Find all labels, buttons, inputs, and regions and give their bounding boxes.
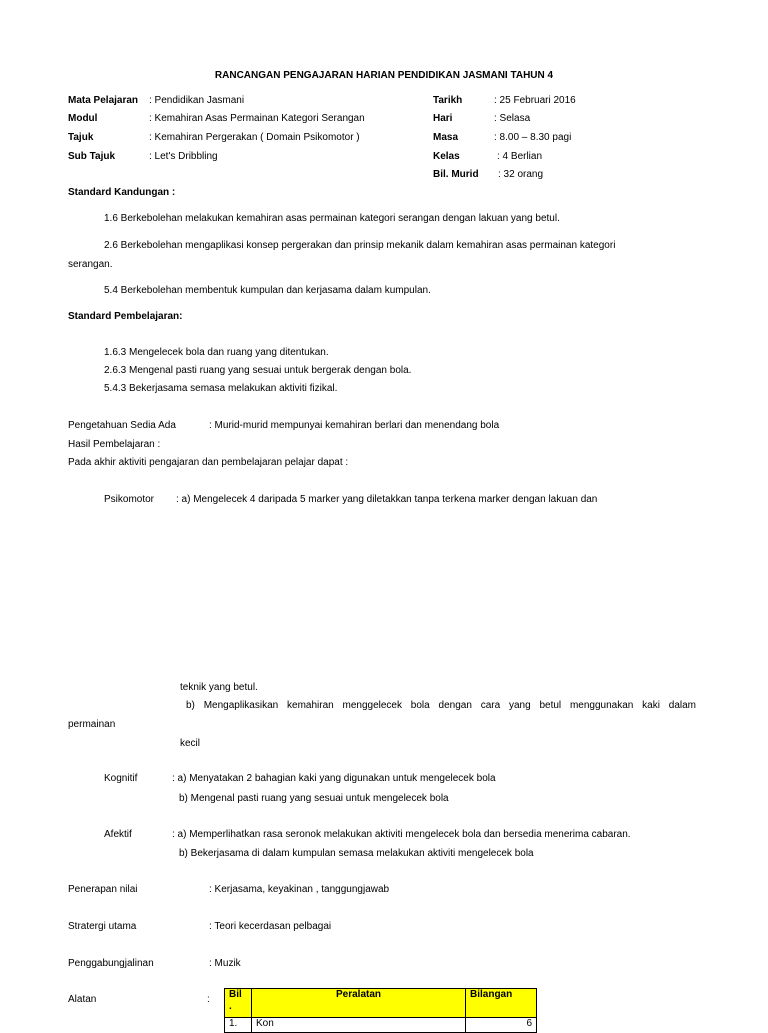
psikomotor-item-a-cont: teknik yang betul. bbox=[180, 682, 258, 693]
standard-kandungan-item-2: 2.6 Berkebolehan mengaplikasi konsep pergerakan dan prinsip mekanik dalam kemahiran asas permainan kategori bbox=[104, 240, 616, 251]
standard-pembelajaran-item-3: 5.4.3 Bekerjasama semasa melakukan aktiviti fizikal. bbox=[104, 383, 338, 394]
info-value-tajuk: : Kemahiran Pergerakan ( Domain Psikomotor ) bbox=[149, 132, 360, 143]
penggabungjalinan-label: Penggabungjalinan bbox=[68, 958, 154, 969]
alatan-header-bilangan: Bilangan bbox=[466, 989, 537, 1018]
info-value-bil-murid: : 32 orang bbox=[498, 169, 544, 180]
alatan-table bbox=[224, 988, 537, 1033]
standard-kandungan-item-1: 1.6 Berkebolehan melakukan kemahiran asas permainan kategori serangan dengan lakuan yang betul. bbox=[104, 213, 560, 224]
pengetahuan-label: Pengetahuan Sedia Ada bbox=[68, 420, 176, 431]
hasil-pembelajaran-label: Hasil Pembelajaran : bbox=[68, 439, 161, 450]
alatan-cell-bil: 1. bbox=[225, 1018, 252, 1033]
kognitif-label: Kognitif bbox=[104, 773, 138, 784]
alatan-header-peralatan: Peralatan bbox=[252, 989, 466, 1018]
standard-pembelajaran-item-1: 1.6.3 Mengelecek bola dan ruang yang ditentukan. bbox=[104, 347, 329, 358]
psikomotor-item-b-cont-2: kecil bbox=[180, 738, 201, 749]
afektif-label: Afektif bbox=[104, 829, 132, 840]
pengetahuan-value: : Murid-murid mempunyai kemahiran berlari dan menendang bola bbox=[209, 420, 500, 431]
alatan-label: Alatan bbox=[68, 994, 97, 1005]
alatan-table-header bbox=[225, 989, 537, 1018]
info-value-modul: : Kemahiran Asas Permainan Kategori Serangan bbox=[149, 113, 365, 124]
info-value-mata-pelajaran: : Pendidikan Jasmani bbox=[149, 95, 245, 106]
psikomotor-item-b: b) Mengaplikasikan kemahiran menggelecek bola dengan cara yang betul menggunakan kaki dalam bbox=[186, 700, 696, 711]
standard-kandungan-item-2-cont: serangan. bbox=[68, 259, 113, 270]
info-label-tarikh: Tarikh bbox=[433, 95, 463, 106]
alatan-header-bil: Bil . bbox=[225, 989, 252, 1018]
psikomotor-item-a: : a) Mengelecek 4 daripada 5 marker yang diletakkan tanpa terkena marker dengan lakuan dan bbox=[176, 494, 598, 505]
info-value-kelas: : 4 Berlian bbox=[497, 151, 543, 162]
info-label-bil-murid: Bil. Murid bbox=[433, 169, 479, 180]
info-value-hari: : Selasa bbox=[494, 113, 531, 124]
info-value-masa: : 8.00 – 8.30 pagi bbox=[494, 132, 572, 143]
psikomotor-item-b-cont-1: permainan bbox=[68, 719, 116, 730]
penerapan-nilai-value: : Kerjasama, keyakinan , tanggungjawab bbox=[209, 884, 390, 895]
info-label-masa: Masa bbox=[433, 132, 459, 143]
info-value-sub-tajuk: : Let's Dribbling bbox=[149, 151, 218, 162]
alatan-cell-bilangan: 6 bbox=[466, 1018, 537, 1033]
standard-kandungan-item-3: 5.4 Berkebolehan membentuk kumpulan dan kerjasama dalam kumpulan. bbox=[104, 285, 431, 296]
afektif-item-a: : a) Memperlihatkan rasa seronok melakukan aktiviti mengelecek bola dan bersedia menerima cabaran. bbox=[172, 829, 631, 840]
hasil-pembelajaran-intro: Pada akhir aktiviti pengajaran dan pembelajaran pelajar dapat : bbox=[68, 457, 349, 468]
standard-pembelajaran-item-2: 2.6.3 Mengenal pasti ruang yang sesuai untuk bergerak dengan bola. bbox=[104, 365, 412, 376]
info-label-mata-pelajaran: Mata Pelajaran bbox=[68, 95, 139, 106]
info-label-tajuk: Tajuk bbox=[68, 132, 94, 143]
kognitif-item-a: : a) Menyatakan 2 bahagian kaki yang digunakan untuk mengelecek bola bbox=[172, 773, 496, 784]
alatan-colon: : bbox=[207, 994, 210, 1005]
strategi-utama-label: Stratergi utama bbox=[68, 921, 137, 932]
alatan-cell-peralatan: Kon bbox=[252, 1018, 466, 1033]
info-label-hari: Hari bbox=[433, 113, 453, 124]
strategi-utama-value: : Teori kecerdasan pelbagai bbox=[209, 921, 332, 932]
penerapan-nilai-label: Penerapan nilai bbox=[68, 884, 138, 895]
document-title: RANCANGAN PENGAJARAN HARIAN PENDIDIKAN JASMANI TAHUN 4 bbox=[214, 70, 554, 81]
info-label-modul: Modul bbox=[68, 113, 98, 124]
table-row bbox=[225, 1018, 537, 1033]
info-label-kelas: Kelas bbox=[433, 151, 460, 162]
psikomotor-label: Psikomotor bbox=[104, 494, 155, 505]
penggabungjalinan-value: : Muzik bbox=[209, 958, 241, 969]
standard-kandungan-heading: Standard Kandungan : bbox=[68, 187, 176, 198]
standard-pembelajaran-heading: Standard Pembelajaran: bbox=[68, 311, 183, 322]
info-label-sub-tajuk: Sub Tajuk bbox=[68, 151, 116, 162]
afektif-item-b: b) Bekerjasama di dalam kumpulan semasa melakukan aktiviti mengelecek bola bbox=[179, 848, 534, 859]
kognitif-item-b: b) Mengenal pasti ruang yang sesuai untuk mengelecek bola bbox=[179, 793, 449, 804]
info-value-tarikh: : 25 Februari 2016 bbox=[494, 95, 576, 106]
